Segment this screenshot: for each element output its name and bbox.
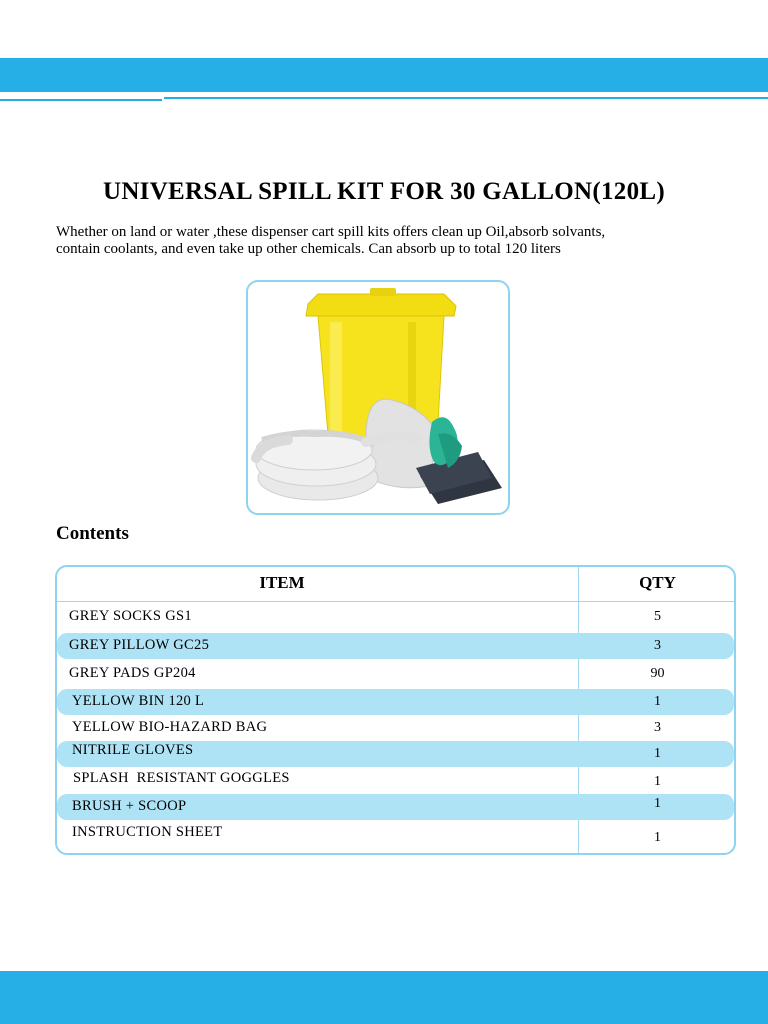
row-qty: 3 [654, 720, 661, 735]
row-qty: 1 [654, 830, 661, 845]
intro-line-2: contain coolants, and even take up other chemicals. Can absorb up to total 120 liters [56, 241, 561, 257]
header-band [0, 58, 768, 92]
table-row [57, 715, 734, 741]
row-item: BRUSH + SCOOP [72, 798, 187, 814]
product-image [246, 280, 510, 515]
table-row [57, 769, 734, 795]
table-row [57, 823, 734, 849]
table-row [57, 604, 734, 630]
intro-paragraph [56, 224, 746, 258]
page-title: UNIVERSAL SPILL KIT FOR 30 GALLON(120L) [102, 178, 666, 205]
row-item: GREY PADS GP204 [69, 665, 196, 681]
row-item: GREY SOCKS GS1 [69, 608, 192, 624]
table-row [57, 794, 734, 820]
contents-heading: Contents [56, 523, 129, 544]
row-item: INSTRUCTION SHEET [72, 824, 223, 840]
table-row [57, 689, 734, 715]
row-item: SPLASH RESISTANT GOGGLES [73, 770, 290, 786]
header-separator [57, 601, 734, 602]
row-item: YELLOW BIN 120 L [72, 693, 205, 709]
row-qty: 1 [654, 796, 661, 811]
table-row [57, 661, 734, 687]
spill-kit-illustration [248, 282, 508, 513]
row-qty: 3 [654, 638, 661, 653]
header-item: ITEM [259, 573, 305, 592]
footer-band [0, 971, 768, 1024]
row-qty: 1 [654, 694, 661, 709]
contents-table [55, 565, 736, 855]
header-rule-left [0, 99, 162, 101]
header-qty: QTY [639, 573, 676, 592]
header-rule [164, 97, 768, 99]
row-qty: 5 [654, 609, 661, 624]
row-item: NITRILE GLOVES [72, 742, 194, 758]
table-row [57, 633, 734, 659]
intro-line-1: Whether on land or water ,these dispenser cart spill kits offers clean up Oil,absorb solvants, [56, 224, 606, 240]
row-qty: 1 [654, 774, 661, 789]
row-item: YELLOW BIO-HAZARD BAG [72, 719, 268, 735]
row-qty: 90 [650, 666, 665, 681]
table-row [57, 741, 734, 767]
row-qty: 1 [654, 746, 661, 761]
row-item: GREY PILLOW GC25 [69, 637, 210, 653]
